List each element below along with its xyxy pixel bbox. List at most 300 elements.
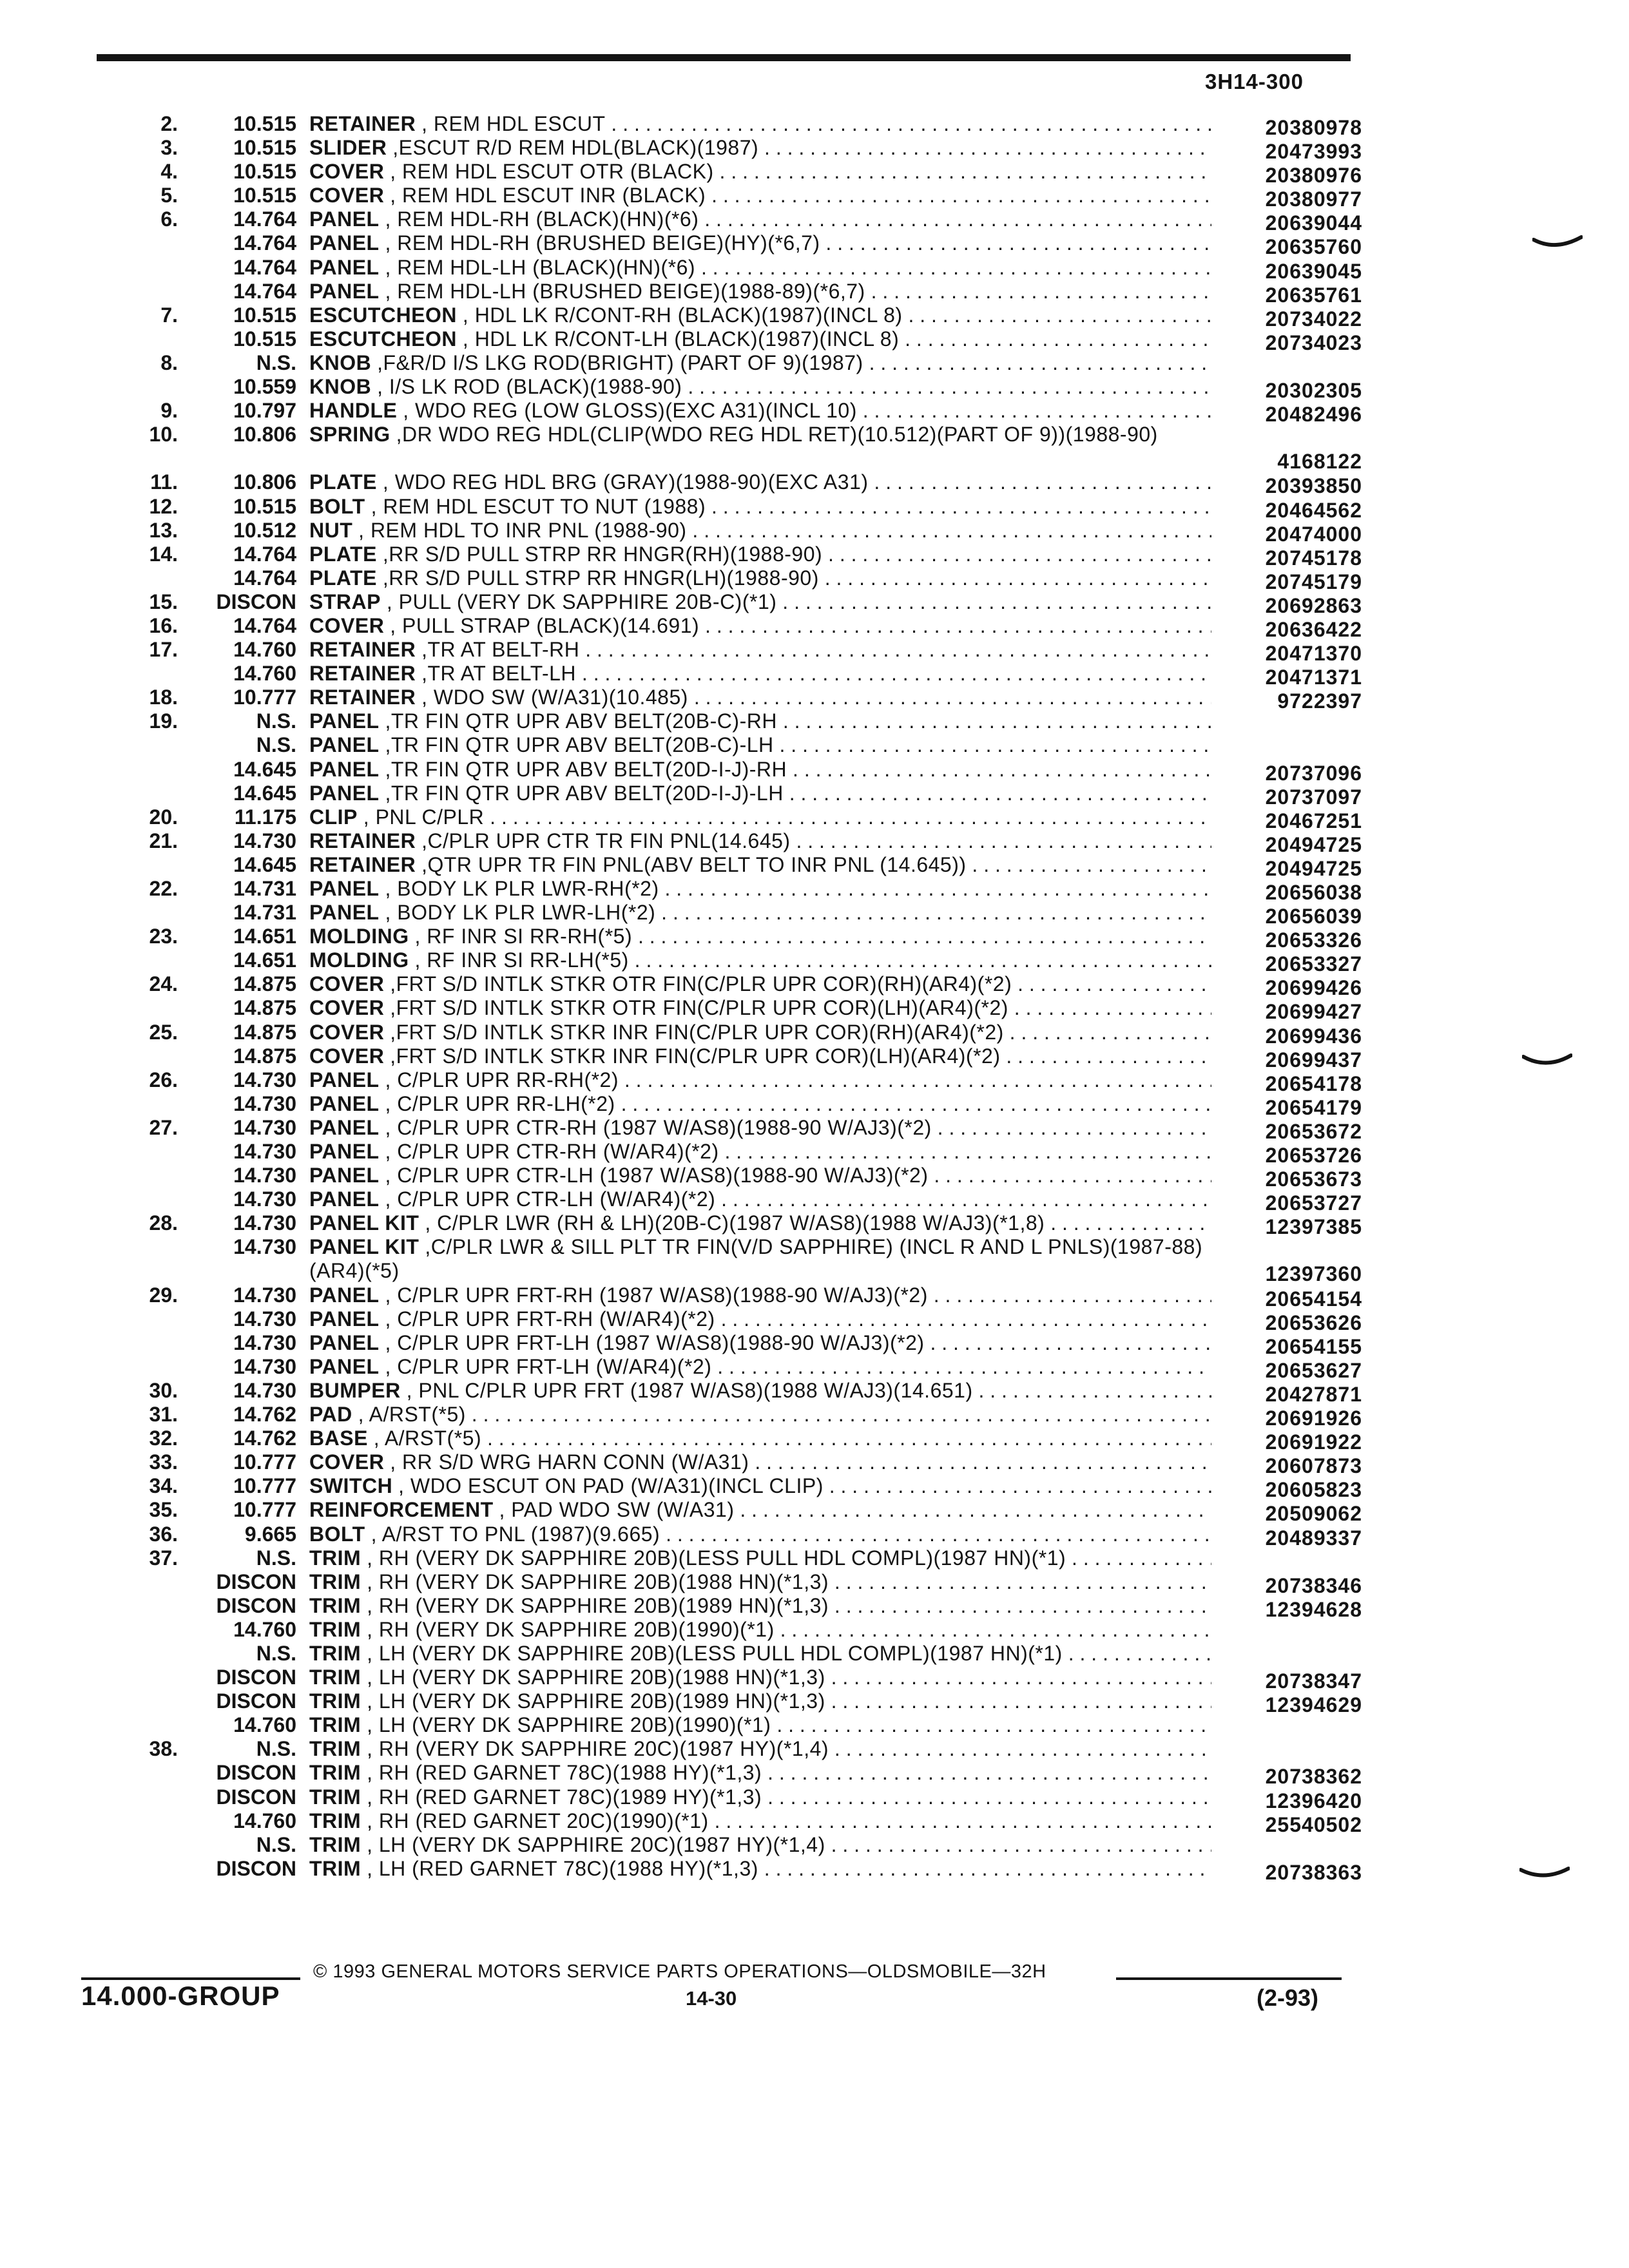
part-description bbox=[309, 136, 1211, 160]
part-name: RETAINER bbox=[309, 829, 416, 852]
part-number: 20656038 bbox=[1265, 881, 1362, 904]
item-number: 20. bbox=[149, 805, 178, 829]
part-detail: , LH (VERY DK SAPPHIRE 20B)(1990)(*1) bbox=[367, 1713, 771, 1737]
item-number: 17. bbox=[149, 638, 178, 662]
part-number: 20734022 bbox=[1265, 307, 1362, 331]
part-name: BOLT bbox=[309, 1522, 365, 1546]
item-number: 8. bbox=[160, 351, 178, 374]
group-number: 10.512 bbox=[233, 518, 296, 542]
part-number: 20691926 bbox=[1265, 1407, 1362, 1430]
item-number: 22. bbox=[149, 877, 178, 900]
part-name: PANEL KIT bbox=[309, 1235, 419, 1259]
part-number: 12394628 bbox=[1265, 1597, 1362, 1621]
part-name: TRIM bbox=[309, 1570, 361, 1593]
part-detail: ,FRT S/D INTLK STKR OTR FIN(C/PLR UPR COR)(RH)(AR4)(*2) bbox=[390, 972, 1012, 996]
part-number: 20738346 bbox=[1265, 1573, 1362, 1597]
part-name: TRIM bbox=[309, 1689, 361, 1713]
group-number: 14.730 bbox=[233, 1091, 296, 1115]
parts-row bbox=[0, 1785, 1629, 1812]
group-number: 11.175 bbox=[234, 805, 296, 829]
group-number: 10.797 bbox=[233, 399, 296, 423]
part-number: 20737097 bbox=[1265, 785, 1362, 809]
part-name: COVER bbox=[309, 972, 385, 996]
part-detail: , PAD WDO SW (W/A31) bbox=[499, 1498, 735, 1522]
part-description bbox=[309, 1283, 1211, 1307]
hole-punch-mark-top bbox=[1532, 235, 1583, 253]
part-description bbox=[309, 160, 1211, 184]
part-name: PANEL bbox=[309, 901, 380, 925]
parts-row bbox=[0, 877, 1629, 904]
part-detail: , RH (VERY DK SAPPHIRE 20B)(1988 HN)(*1,3) bbox=[367, 1570, 829, 1593]
part-description bbox=[309, 399, 1211, 423]
part-number: 20639044 bbox=[1265, 211, 1362, 235]
part-number: 20656039 bbox=[1265, 905, 1362, 928]
part-description bbox=[309, 829, 1211, 853]
parts-row bbox=[0, 1642, 1629, 1666]
part-detail: , WDO REG (LOW GLOSS)(EXC A31)(INCL 10) bbox=[403, 399, 857, 423]
part-detail: , C/PLR UPR FRT-LH (W/AR4)(*2) bbox=[385, 1354, 712, 1378]
part-number: 20605823 bbox=[1265, 1478, 1362, 1502]
part-name: TRIM bbox=[309, 1832, 361, 1856]
part-detail: , PULL STRAP (BLACK)(14.691) bbox=[390, 613, 700, 637]
part-detail: ,QTR UPR TR FIN PNL(ABV BELT TO INR PNL (14.645)) bbox=[421, 852, 967, 876]
parts-row bbox=[0, 1140, 1629, 1168]
part-detail: , PNL C/PLR bbox=[363, 805, 485, 829]
part-name: RETAINER bbox=[309, 852, 416, 876]
part-detail: , RH (VERY DK SAPPHIRE 20B)(1989 HN)(*1,3) bbox=[367, 1593, 829, 1617]
part-description bbox=[309, 925, 1211, 948]
part-description bbox=[309, 1618, 1211, 1642]
part-name: TRIM bbox=[309, 1546, 361, 1570]
group-number: N.S. bbox=[256, 1546, 296, 1570]
part-name: PLATE bbox=[309, 542, 378, 566]
group-number: 10.777 bbox=[233, 1474, 296, 1498]
part-name: BUMPER bbox=[309, 1378, 401, 1402]
parts-row bbox=[0, 399, 1629, 427]
part-number: 4168122 bbox=[1277, 450, 1362, 474]
revision-date: (2-93) bbox=[1257, 1984, 1319, 2011]
part-name: PANEL bbox=[309, 1283, 380, 1307]
part-name: COVER bbox=[309, 1044, 385, 1068]
part-description bbox=[309, 1666, 1211, 1689]
part-description bbox=[309, 1403, 1211, 1427]
part-description bbox=[309, 590, 1211, 614]
part-detail: , RH (RED GARNET 78C)(1988 HY)(*1,3) bbox=[367, 1761, 762, 1785]
parts-row bbox=[0, 494, 1629, 522]
item-number: 36. bbox=[149, 1522, 178, 1546]
part-name: SWITCH bbox=[309, 1474, 393, 1498]
group-number: 14.730 bbox=[233, 1211, 296, 1235]
item-number: 18. bbox=[149, 686, 178, 709]
part-description bbox=[309, 519, 1211, 543]
group-number: DISCON bbox=[216, 1666, 296, 1689]
part-number: 9722397 bbox=[1277, 689, 1362, 713]
part-description bbox=[309, 948, 1211, 972]
part-description bbox=[309, 1642, 1211, 1666]
part-description bbox=[309, 543, 1211, 566]
parts-row bbox=[0, 662, 1629, 689]
part-description bbox=[309, 184, 1211, 207]
parts-row bbox=[0, 1593, 1629, 1621]
part-name: NUT bbox=[309, 518, 353, 542]
part-description bbox=[309, 423, 1211, 470]
part-detail: , REM HDL-RH (BLACK)(HN)(*6) bbox=[385, 207, 699, 231]
part-number: 20302305 bbox=[1265, 379, 1362, 403]
part-name: PANEL bbox=[309, 1354, 380, 1378]
part-description bbox=[309, 1307, 1211, 1331]
part-detail: , BODY LK PLR LWR-RH(*2) bbox=[385, 877, 659, 900]
group-number: 10.806 bbox=[233, 423, 296, 447]
parts-row bbox=[0, 781, 1629, 809]
part-description bbox=[309, 256, 1211, 280]
part-description bbox=[309, 1211, 1211, 1235]
part-name: TRIM bbox=[309, 1856, 361, 1880]
part-description bbox=[309, 638, 1211, 662]
group-number: 14.760 bbox=[233, 662, 296, 686]
parts-row bbox=[0, 948, 1629, 976]
part-number: 20653673 bbox=[1265, 1168, 1362, 1191]
parts-row bbox=[0, 1833, 1629, 1857]
part-detail: , HDL LK R/CONT-LH (BLACK)(1987)(INCL 8) bbox=[462, 327, 900, 351]
part-detail: , RH (RED GARNET 20C)(1990)(*1) bbox=[367, 1809, 709, 1832]
part-description bbox=[309, 375, 1211, 399]
group-number: 14.730 bbox=[233, 1187, 296, 1211]
group-number: N.S. bbox=[256, 1737, 296, 1761]
group-number: N.S. bbox=[256, 1642, 296, 1665]
part-number: 12396420 bbox=[1265, 1789, 1362, 1812]
group-number: 14.764 bbox=[233, 542, 296, 566]
part-number: 20635761 bbox=[1265, 283, 1362, 307]
page-code: 3H14-300 bbox=[1205, 70, 1304, 93]
part-name: RETAINER bbox=[309, 662, 416, 686]
part-detail: , A/RST(*5) bbox=[358, 1403, 466, 1427]
parts-row bbox=[0, 112, 1629, 139]
parts-row bbox=[0, 1091, 1629, 1119]
part-number: 20738347 bbox=[1265, 1669, 1362, 1693]
part-detail: , LH (RED GARNET 78C)(1988 HY)(*1,3) bbox=[367, 1856, 758, 1880]
item-number: 9. bbox=[160, 399, 178, 423]
part-detail: , WDO REG HDL BRG (GRAY)(1988-90)(EXC A31) bbox=[382, 470, 869, 494]
group-number: 10.806 bbox=[233, 470, 296, 494]
part-number: 12397385 bbox=[1265, 1215, 1362, 1239]
part-name: PANEL bbox=[309, 877, 380, 900]
group-number: DISCON bbox=[216, 1785, 296, 1809]
item-number: 29. bbox=[149, 1283, 178, 1307]
parts-row bbox=[0, 1331, 1629, 1358]
parts-row bbox=[0, 852, 1629, 880]
part-name: SLIDER bbox=[309, 136, 387, 160]
group-number: 14.645 bbox=[233, 781, 296, 805]
parts-row bbox=[0, 1020, 1629, 1048]
group-number: 14.731 bbox=[233, 877, 296, 900]
part-description bbox=[309, 1737, 1211, 1761]
parts-row bbox=[0, 1689, 1629, 1717]
parts-row bbox=[0, 351, 1629, 375]
part-number: 20738363 bbox=[1265, 1860, 1362, 1884]
part-number: 20393850 bbox=[1265, 474, 1362, 498]
group-number: 14.651 bbox=[233, 925, 296, 948]
parts-row bbox=[0, 996, 1629, 1024]
part-number: 20635760 bbox=[1265, 235, 1362, 259]
part-number: 20653327 bbox=[1265, 952, 1362, 976]
part-name: TRIM bbox=[309, 1713, 361, 1737]
part-name: COVER bbox=[309, 1450, 385, 1474]
parts-row bbox=[0, 303, 1629, 331]
part-description bbox=[309, 996, 1211, 1020]
parts-row bbox=[0, 279, 1629, 307]
group-number: DISCON bbox=[216, 1689, 296, 1713]
part-name: PANEL bbox=[309, 1164, 380, 1187]
parts-row bbox=[0, 709, 1629, 733]
part-description bbox=[309, 1021, 1211, 1044]
part-detail: , C/PLR LWR (RH & LH)(20B-C)(1987 W/AS8)(1988 W/AJ3)(*1,8) bbox=[425, 1211, 1045, 1235]
parts-row bbox=[0, 686, 1629, 713]
group-number: 14.764 bbox=[233, 613, 296, 637]
parts-row bbox=[0, 1403, 1629, 1430]
part-number: 20699426 bbox=[1265, 976, 1362, 1000]
part-description bbox=[309, 758, 1211, 782]
part-detail: , RR S/D WRG HARN CONN (W/A31) bbox=[390, 1450, 749, 1474]
group-number: 14.760 bbox=[233, 1809, 296, 1832]
part-detail: ,TR FIN QTR UPR ABV BELT(20D-I-J)-RH bbox=[385, 757, 787, 781]
part-number: 20639045 bbox=[1265, 259, 1362, 283]
part-description bbox=[309, 1331, 1211, 1355]
item-number: 11. bbox=[150, 470, 178, 494]
parts-row bbox=[0, 925, 1629, 952]
part-name: PLATE bbox=[309, 470, 378, 494]
part-number: 20489337 bbox=[1265, 1526, 1362, 1550]
part-name: PANEL bbox=[309, 1331, 380, 1354]
parts-row bbox=[0, 136, 1629, 164]
item-number: 7. bbox=[160, 303, 178, 327]
part-description bbox=[309, 1092, 1211, 1116]
parts-row bbox=[0, 1044, 1629, 1072]
part-detail: ,FRT S/D INTLK STKR OTR FIN(C/PLR UPR COR)(LH)(AR4)(*2) bbox=[390, 996, 1008, 1020]
group-number: DISCON bbox=[216, 590, 296, 613]
item-number: 2. bbox=[160, 112, 178, 135]
parts-row bbox=[0, 1187, 1629, 1215]
part-name: PANEL bbox=[309, 255, 380, 279]
group-number: 14.730 bbox=[233, 1307, 296, 1331]
part-description bbox=[309, 972, 1211, 996]
item-number: 10. bbox=[149, 423, 178, 447]
parts-row bbox=[0, 207, 1629, 235]
part-name: TRIM bbox=[309, 1642, 361, 1665]
part-detail: , BODY LK PLR LWR-LH(*2) bbox=[385, 901, 656, 925]
part-number: 20494725 bbox=[1265, 832, 1362, 856]
part-number: 20654179 bbox=[1265, 1095, 1362, 1119]
part-description bbox=[309, 303, 1211, 327]
group-number: 10.559 bbox=[233, 375, 296, 399]
parts-row bbox=[0, 972, 1629, 1000]
group-number: 14.645 bbox=[233, 757, 296, 781]
part-detail: , REM HDL ESCUT INR (BLACK) bbox=[390, 184, 706, 207]
part-description bbox=[309, 853, 1211, 877]
group-number: 14.730 bbox=[233, 1378, 296, 1402]
parts-list bbox=[0, 112, 1629, 1884]
part-description bbox=[309, 1044, 1211, 1068]
parts-row bbox=[0, 160, 1629, 187]
part-name: ESCUTCHEON bbox=[309, 327, 458, 351]
group-number: 10.515 bbox=[233, 160, 296, 184]
part-description bbox=[309, 1355, 1211, 1379]
part-name: PANEL bbox=[309, 1307, 380, 1331]
part-description bbox=[309, 1689, 1211, 1713]
parts-row bbox=[0, 1546, 1629, 1570]
part-detail: , REM HDL ESCUT TO NUT (1988) bbox=[371, 494, 706, 518]
parts-row bbox=[0, 1068, 1629, 1095]
part-detail: , LH (VERY DK SAPPHIRE 20B)(1988 HN)(*1,3) bbox=[367, 1666, 825, 1689]
item-number: 21. bbox=[149, 829, 178, 852]
part-number: 20464562 bbox=[1265, 498, 1362, 522]
parts-row bbox=[0, 1211, 1629, 1239]
part-name: PANEL bbox=[309, 1068, 380, 1091]
part-detail: ,RR S/D PULL STRP RR HNGR(RH)(1988-90) bbox=[382, 542, 823, 566]
part-name: RETAINER bbox=[309, 112, 416, 135]
part-description bbox=[309, 1427, 1211, 1450]
part-number: 20653727 bbox=[1265, 1191, 1362, 1215]
parts-row bbox=[0, 613, 1629, 641]
part-number: 12394629 bbox=[1265, 1693, 1362, 1717]
group-number: 9.665 bbox=[244, 1522, 296, 1546]
parts-row bbox=[0, 1737, 1629, 1761]
part-description bbox=[309, 351, 1211, 375]
parts-row bbox=[0, 590, 1629, 617]
group-number: 14.875 bbox=[233, 1020, 296, 1044]
part-detail: , C/PLR UPR CTR-RH (1987 W/AS8)(1988-90 W/AJ3)(*2) bbox=[385, 1115, 932, 1139]
group-number: 14.764 bbox=[233, 255, 296, 279]
item-number: 19. bbox=[149, 709, 178, 733]
part-description bbox=[309, 1498, 1211, 1522]
part-description bbox=[309, 1761, 1211, 1785]
parts-row bbox=[0, 1115, 1629, 1143]
group-number: 14.764 bbox=[233, 279, 296, 303]
part-description bbox=[309, 1785, 1211, 1809]
group-number: 14.730 bbox=[233, 1068, 296, 1091]
group-number: 14.764 bbox=[233, 207, 296, 231]
part-detail: , RH (VERY DK SAPPHIRE 20C)(1987 HY)(*1,4) bbox=[367, 1737, 829, 1761]
part-description bbox=[309, 112, 1211, 136]
item-number: 28. bbox=[149, 1211, 178, 1235]
part-number: 20653672 bbox=[1265, 1119, 1362, 1143]
group-number: 10.777 bbox=[233, 1450, 296, 1474]
part-name: TRIM bbox=[309, 1809, 361, 1832]
group-number: 14.762 bbox=[233, 1427, 296, 1450]
part-detail: ,FRT S/D INTLK STKR INR FIN(C/PLR UPR COR)(RH)(AR4)(*2) bbox=[390, 1020, 1004, 1044]
part-detail: , C/PLR UPR FRT-RH (1987 W/AS8)(1988-90 W/AJ3)(*2) bbox=[385, 1283, 928, 1307]
part-number: 20494725 bbox=[1265, 856, 1362, 880]
item-number: 14. bbox=[149, 542, 178, 566]
part-name: TRIM bbox=[309, 1617, 361, 1641]
parts-row bbox=[0, 757, 1629, 785]
part-name: TRIM bbox=[309, 1666, 361, 1689]
part-description bbox=[309, 1068, 1211, 1092]
group-number: DISCON bbox=[216, 1570, 296, 1593]
parts-row bbox=[0, 375, 1629, 403]
parts-row bbox=[0, 184, 1629, 211]
part-number: 20653326 bbox=[1265, 928, 1362, 952]
part-detail: , C/PLR UPR CTR-LH (1987 W/AS8)(1988-90 W/AJ3)(*2) bbox=[385, 1164, 929, 1187]
group-number: 14.762 bbox=[233, 1403, 296, 1427]
part-number: 20653626 bbox=[1265, 1311, 1362, 1334]
part-description bbox=[309, 877, 1211, 901]
parts-row bbox=[0, 1235, 1629, 1286]
parts-row bbox=[0, 1307, 1629, 1334]
part-description bbox=[309, 1546, 1211, 1570]
part-detail: ,C/PLR UPR CTR TR FIN PNL(14.645) bbox=[421, 829, 791, 852]
parts-row bbox=[0, 566, 1629, 593]
part-detail: ,FRT S/D INTLK STKR INR FIN(C/PLR UPR COR)(LH)(AR4)(*2) bbox=[390, 1044, 1001, 1068]
item-number: 31. bbox=[149, 1403, 178, 1427]
part-detail: , REM HDL ESCUT OTR (BLACK) bbox=[390, 160, 714, 184]
part-name: PANEL bbox=[309, 1115, 380, 1139]
part-number: 20636422 bbox=[1265, 617, 1362, 641]
part-detail: , REM HDL ESCUT bbox=[421, 112, 606, 135]
hole-punch-mark-middle bbox=[1522, 1053, 1572, 1071]
part-detail: , C/PLR UPR CTR-LH (W/AR4)(*2) bbox=[385, 1187, 716, 1211]
part-detail: , A/RST(*5) bbox=[373, 1427, 482, 1450]
part-number: 20474000 bbox=[1265, 522, 1362, 546]
part-description bbox=[309, 901, 1211, 925]
group-number: 14.730 bbox=[233, 1354, 296, 1378]
top-rule bbox=[97, 54, 1351, 61]
parts-row bbox=[0, 1809, 1629, 1836]
group-number: 14.760 bbox=[233, 638, 296, 662]
part-description bbox=[309, 1713, 1211, 1737]
part-name: PANEL bbox=[309, 781, 380, 805]
item-number: 34. bbox=[149, 1474, 178, 1498]
part-detail: , REM HDL TO INR PNL (1988-90) bbox=[358, 518, 687, 542]
parts-row bbox=[0, 255, 1629, 283]
part-name: MOLDING bbox=[309, 925, 409, 948]
part-number: 20427871 bbox=[1265, 1382, 1362, 1406]
part-number: 20380976 bbox=[1265, 164, 1362, 187]
part-description bbox=[309, 327, 1211, 351]
parts-row bbox=[0, 1618, 1629, 1642]
part-description bbox=[309, 1809, 1211, 1833]
part-name: BASE bbox=[309, 1427, 368, 1450]
part-description bbox=[309, 566, 1211, 590]
page-number: 14-30 bbox=[686, 1987, 737, 2010]
part-number: 20473993 bbox=[1265, 140, 1362, 164]
parts-row bbox=[0, 542, 1629, 570]
parts-row bbox=[0, 231, 1629, 259]
part-number: 20471371 bbox=[1265, 666, 1362, 689]
part-name: CLIP bbox=[309, 805, 358, 829]
group-number: 10.515 bbox=[233, 327, 296, 351]
part-description bbox=[309, 1474, 1211, 1498]
part-description bbox=[309, 280, 1211, 303]
part-name: RETAINER bbox=[309, 686, 416, 709]
parts-row bbox=[0, 1427, 1629, 1454]
part-description bbox=[309, 1164, 1211, 1187]
part-detail: , C/PLR UPR CTR-RH (W/AR4)(*2) bbox=[385, 1140, 719, 1164]
group-number: 14.730 bbox=[233, 1140, 296, 1164]
part-detail: ,RR S/D PULL STRP RR HNGR(LH)(1988-90) bbox=[382, 566, 819, 590]
part-number: 20699437 bbox=[1265, 1048, 1362, 1072]
group-number: 14.730 bbox=[233, 1283, 296, 1307]
item-number: 26. bbox=[149, 1068, 178, 1091]
part-description bbox=[309, 1379, 1211, 1403]
parts-row bbox=[0, 1474, 1629, 1502]
parts-row bbox=[0, 1761, 1629, 1789]
group-number: 14.764 bbox=[233, 566, 296, 590]
item-number: 25. bbox=[149, 1020, 178, 1044]
part-number: 20699427 bbox=[1265, 1000, 1362, 1024]
part-detail: , PULL (VERY DK SAPPHIRE 20B-C)(*1) bbox=[386, 590, 777, 613]
parts-row bbox=[0, 829, 1629, 856]
part-detail: , LH (VERY DK SAPPHIRE 20C)(1987 HY)(*1,4) bbox=[367, 1832, 825, 1856]
